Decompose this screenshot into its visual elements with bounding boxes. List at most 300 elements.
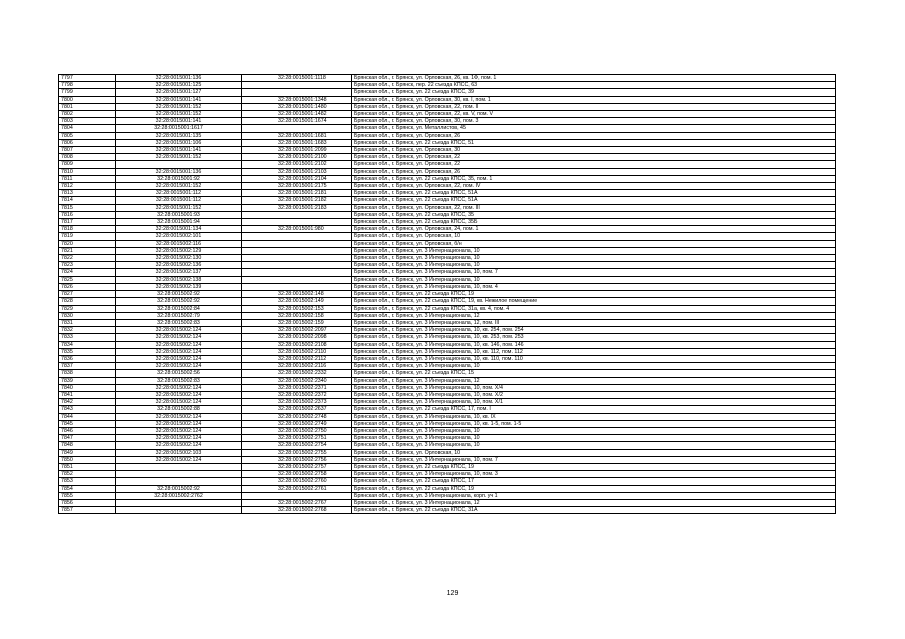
object-cadastral-number-cell: 32:28:0015001:2103 [242, 168, 352, 175]
row-number-cell: 7809 [59, 161, 116, 168]
land-cadastral-number-cell: 32:28:0015002:124 [116, 327, 242, 334]
row-number-cell: 7821 [59, 247, 116, 254]
land-cadastral-number-cell: 32:28:0015001:112 [116, 197, 242, 204]
table-row [59, 370, 836, 377]
address-cell: Брянская обл., г. Брянск, ул. Орловская, 30, кв. I, пом. 1 [352, 96, 836, 103]
land-cadastral-number-cell: 32:28:0015002:139 [116, 283, 242, 290]
row-number-cell: 7841 [59, 391, 116, 398]
object-cadastral-number-cell: 32:28:0015001:1681 [242, 132, 352, 139]
table-row [59, 341, 836, 348]
row-number-cell: 7797 [59, 75, 116, 82]
object-cadastral-number-cell [242, 269, 352, 276]
table-row [59, 103, 836, 110]
address-cell: Брянская обл., г. Брянск, ул. 3 Интернационала, 10, кв. 146, пом. 146 [352, 341, 836, 348]
land-cadastral-number-cell: 32:28:0015002:124 [116, 334, 242, 341]
address-cell: Брянская обл., г. Брянск, ул. 22 съезда КПСС, 19, кв. Нежилое помещение [352, 298, 836, 305]
table-row [59, 485, 836, 492]
address-cell: Брянская обл., г. Брянск, ул. 3 Интернационала, 10 [352, 427, 836, 434]
land-cadastral-number-cell: 32:28:0015001:152 [116, 154, 242, 161]
table-row [59, 111, 836, 118]
object-cadastral-number-cell: 32:28:0015002:2760 [242, 478, 352, 485]
table-row [59, 377, 836, 384]
row-number-cell: 7806 [59, 139, 116, 146]
address-cell: Брянская обл., г. Брянск, ул. Орловская, 26 [352, 168, 836, 175]
object-cadastral-number-cell: 32:28:0015002:2761 [242, 485, 352, 492]
object-cadastral-number-cell: 32:28:0015001:1482 [242, 111, 352, 118]
object-cadastral-number-cell [242, 233, 352, 240]
address-cell: Брянская обл., г. Брянск, ул. Орловская, 30, пом. 3 [352, 118, 836, 125]
table-row [59, 132, 836, 139]
land-cadastral-number-cell: 32:28:0015001:136 [116, 168, 242, 175]
table-row [59, 219, 836, 226]
address-cell: Брянская обл., г. Брянск, ул. 22 съезда КПСС, 35, пом. 1 [352, 175, 836, 182]
table-row [59, 75, 836, 82]
land-cadastral-number-cell: 32:28:0015002:124 [116, 435, 242, 442]
table-row [59, 190, 836, 197]
row-number-cell: 7822 [59, 255, 116, 262]
land-cadastral-number-cell: 32:28:0015002:79 [116, 312, 242, 319]
row-number-cell: 7849 [59, 449, 116, 456]
land-cadastral-number-cell: 32:28:0015001:93 [116, 211, 242, 218]
address-cell: Брянская обл., г. Брянск, ул. 22 съезда КПСС, 17 [352, 478, 836, 485]
table-row [59, 492, 836, 499]
object-cadastral-number-cell: 32:28:0015002:148 [242, 291, 352, 298]
land-cadastral-number-cell: 32:28:0015002:124 [116, 413, 242, 420]
land-cadastral-number-cell: 32:28:0015002:92 [116, 298, 242, 305]
table-row [59, 247, 836, 254]
row-number-cell: 7826 [59, 283, 116, 290]
object-cadastral-number-cell: 32:28:0015001:2104 [242, 175, 352, 182]
object-cadastral-number-cell [242, 89, 352, 96]
registry-table [58, 74, 836, 514]
object-cadastral-number-cell: 32:28:0015001:2181 [242, 190, 352, 197]
address-cell: Брянская обл., г. Брянск, ул. 3 Интернационала, 10, пом. Х/4 [352, 384, 836, 391]
row-number-cell: 7842 [59, 399, 116, 406]
table-row [59, 118, 836, 125]
land-cadastral-number-cell: 32:28:0015002:83 [116, 377, 242, 384]
object-cadastral-number-cell [242, 125, 352, 132]
object-cadastral-number-cell [242, 82, 352, 89]
object-cadastral-number-cell [242, 240, 352, 247]
land-cadastral-number-cell: 32:28:0015001:152 [116, 103, 242, 110]
table-row [59, 507, 836, 514]
object-cadastral-number-cell: 32:28:0015002:2340 [242, 377, 352, 384]
object-cadastral-number-cell: 32:28:0015002:2754 [242, 442, 352, 449]
address-cell: Брянская обл., г. Брянск, пер. 22 съезда КПСС, 63 [352, 82, 836, 89]
address-cell: Брянская обл., г. Брянск, ул. 3 Интернационала, корп. уч 1 [352, 492, 836, 499]
land-cadastral-number-cell: 32:28:0015001:152 [116, 204, 242, 211]
land-cadastral-number-cell: 32:28:0015002:92 [116, 485, 242, 492]
address-cell: Брянская обл., г. Брянск, ул. 3 Интернационала, 12 [352, 377, 836, 384]
row-number-cell: 7813 [59, 190, 116, 197]
land-cadastral-number-cell: 32:28:0015001:1617 [116, 125, 242, 132]
land-cadastral-number-cell: 32:28:0015002:124 [116, 348, 242, 355]
table-row [59, 226, 836, 233]
table-row [59, 406, 836, 413]
object-cadastral-number-cell: 32:28:0015002:2767 [242, 499, 352, 506]
land-cadastral-number-cell: 32:28:0015002:138 [116, 276, 242, 283]
land-cadastral-number-cell: 32:28:0015001:94 [116, 219, 242, 226]
row-number-cell: 7810 [59, 168, 116, 175]
land-cadastral-number-cell: 32:28:0015001:134 [116, 226, 242, 233]
object-cadastral-number-cell [242, 492, 352, 499]
table-row [59, 161, 836, 168]
address-cell: Брянская обл., г. Брянск, ул. 3 Интернационала, 10, кв. 253, пом. 253 [352, 334, 836, 341]
row-number-cell: 7847 [59, 435, 116, 442]
table-row [59, 456, 836, 463]
row-number-cell: 7845 [59, 420, 116, 427]
row-number-cell: 7851 [59, 463, 116, 470]
table-row [59, 147, 836, 154]
land-cadastral-number-cell: 32:28:0015002:137 [116, 269, 242, 276]
table-row [59, 154, 836, 161]
address-cell: Брянская обл., г. Брянск, ул. 22 съезда КПСС, 15 [352, 370, 836, 377]
table-row [59, 82, 836, 89]
object-cadastral-number-cell: 32:28:0015002:2757 [242, 463, 352, 470]
land-cadastral-number-cell: 32:28:0015002:124 [116, 355, 242, 362]
address-cell: Брянская обл., г. Брянск, ул. 3 Интернационала, 10 [352, 255, 836, 262]
address-cell: Брянская обл., г. Брянск, ул. 22 съезда КПСС, 17, пом. I [352, 406, 836, 413]
row-number-cell: 7840 [59, 384, 116, 391]
row-number-cell: 7838 [59, 370, 116, 377]
address-cell: Брянская обл., г. Брянск, ул. 3 Интернационала, 10 [352, 363, 836, 370]
object-cadastral-number-cell: 32:28:0015002:2749 [242, 420, 352, 427]
row-number-cell: 7803 [59, 118, 116, 125]
address-cell: Брянская обл., г. Брянск, ул. 22 съезда КПСС, 31А [352, 507, 836, 514]
land-cadastral-number-cell [116, 463, 242, 470]
table-row [59, 262, 836, 269]
table-row [59, 233, 836, 240]
address-cell: Брянская обл., г. Брянск, ул. Орловская, 22, пом. IV [352, 183, 836, 190]
row-number-cell: 7830 [59, 312, 116, 319]
address-cell: Брянская обл., г. Брянск, ул. Орловская, 24, пом. 1 [352, 226, 836, 233]
address-cell: Брянская обл., г. Брянск, ул. 3 Интернационала, 10 [352, 442, 836, 449]
address-cell: Брянская обл., г. Брянск, ул. 3 Интернационала, 10 [352, 276, 836, 283]
row-number-cell: 7828 [59, 298, 116, 305]
address-cell: Брянская обл., г. Брянск, ул. Орловская, 22, пом. II [352, 103, 836, 110]
land-cadastral-number-cell: 32:28:0015002:83 [116, 319, 242, 326]
object-cadastral-number-cell [242, 262, 352, 269]
row-number-cell: 7804 [59, 125, 116, 132]
land-cadastral-number-cell: 32:28:0015001:106 [116, 139, 242, 146]
address-cell: Брянская обл., г. Брянск, ул. Орловская, 22, кв. V, пом. V [352, 111, 836, 118]
object-cadastral-number-cell: 32:28:0015002:2748 [242, 413, 352, 420]
row-number-cell: 7818 [59, 226, 116, 233]
table-row [59, 449, 836, 456]
land-cadastral-number-cell: 32:28:0015001:92 [116, 175, 242, 182]
table-row [59, 463, 836, 470]
row-number-cell: 7837 [59, 363, 116, 370]
object-cadastral-number-cell: 32:28:0015001:1348 [242, 96, 352, 103]
object-cadastral-number-cell [242, 283, 352, 290]
table-row [59, 197, 836, 204]
row-number-cell: 7819 [59, 233, 116, 240]
object-cadastral-number-cell: 32:28:0015002:2768 [242, 507, 352, 514]
table-row [59, 384, 836, 391]
table-row [59, 427, 836, 434]
land-cadastral-number-cell: 32:28:0015002:124 [116, 399, 242, 406]
row-number-cell: 7834 [59, 341, 116, 348]
land-cadastral-number-cell: 32:28:0015002:92 [116, 291, 242, 298]
table-row [59, 255, 836, 262]
object-cadastral-number-cell: 32:28:0015002:149 [242, 298, 352, 305]
object-cadastral-number-cell: 32:28:0015002:2332 [242, 370, 352, 377]
object-cadastral-number-cell [242, 211, 352, 218]
object-cadastral-number-cell: 32:28:0015002:2098 [242, 334, 352, 341]
object-cadastral-number-cell: 32:28:0015001:980 [242, 226, 352, 233]
land-cadastral-number-cell: 32:28:0015001:125 [116, 82, 242, 89]
land-cadastral-number-cell [116, 161, 242, 168]
object-cadastral-number-cell: 32:28:0015002:2097 [242, 327, 352, 334]
address-cell: Брянская обл., г. Брянск, ул. 22 съезда КПСС, 39 [352, 89, 836, 96]
address-cell: Брянская обл., г. Брянск, ул. 3 Интернационала, 10, пом. Х/2 [352, 391, 836, 398]
address-cell: Брянская обл., г. Брянск, ул. Орловская, 30 [352, 147, 836, 154]
table-row [59, 211, 836, 218]
address-cell: Брянская обл., г. Брянск, ул. 22 съезда КПСС, 35 [352, 211, 836, 218]
row-number-cell: 7844 [59, 413, 116, 420]
row-number-cell: 7855 [59, 492, 116, 499]
land-cadastral-number-cell: 32:28:0015001:141 [116, 147, 242, 154]
table-row [59, 391, 836, 398]
land-cadastral-number-cell: 32:28:0015002:124 [116, 456, 242, 463]
table-row [59, 305, 836, 312]
object-cadastral-number-cell: 32:28:0015001:1118 [242, 75, 352, 82]
land-cadastral-number-cell [116, 507, 242, 514]
address-cell: Брянская обл., г. Брянск, ул. Орловская, 22 [352, 154, 836, 161]
land-cadastral-number-cell: 32:28:0015002:124 [116, 341, 242, 348]
address-cell: Брянская обл., г. Брянск, ул. 22 съезда КПСС, 51А [352, 190, 836, 197]
page-number: 129 [446, 590, 459, 597]
object-cadastral-number-cell [242, 247, 352, 254]
address-cell: Брянская обл., г. Брянск, ул. 3 Интернационала, 12 [352, 499, 836, 506]
land-cadastral-number-cell: 32:28:0015001:141 [116, 118, 242, 125]
registry-table-body [59, 75, 836, 514]
row-number-cell: 7856 [59, 499, 116, 506]
land-cadastral-number-cell: 32:28:0015002:101 [116, 233, 242, 240]
table-row [59, 89, 836, 96]
object-cadastral-number-cell: 32:28:0015001:2102 [242, 161, 352, 168]
row-number-cell: 7823 [59, 262, 116, 269]
row-number-cell: 7835 [59, 348, 116, 355]
address-cell: Брянская обл., г. Брянск, ул. 3 Интернационала, 12, пом. III [352, 319, 836, 326]
table-row [59, 420, 836, 427]
address-cell: Брянская обл., г. Брянск, ул. 3 Интернационала, 10, пом. 4 [352, 283, 836, 290]
address-cell: Брянская обл., г. Брянск, ул. 3 Интернационала, 10 [352, 435, 836, 442]
table-row [59, 175, 836, 182]
object-cadastral-number-cell: 32:28:0015002:2751 [242, 435, 352, 442]
address-cell: Брянская обл., г. Брянск, ул. 3 Интернационала, 10, пом. 7 [352, 269, 836, 276]
address-cell: Брянская обл., г. Брянск, ул. 3 Интернационала, 10, кв. 110, пом. 110 [352, 355, 836, 362]
row-number-cell: 7832 [59, 327, 116, 334]
table-row [59, 499, 836, 506]
object-cadastral-number-cell: 32:28:0015001:1480 [242, 103, 352, 110]
row-number-cell: 7799 [59, 89, 116, 96]
row-number-cell: 7846 [59, 427, 116, 434]
land-cadastral-number-cell: 32:28:0015002:124 [116, 442, 242, 449]
land-cadastral-number-cell: 32:28:0015001:127 [116, 89, 242, 96]
address-cell: Брянская обл., г. Брянск, ул. 3 Интернационала, 10, пом. Х/1 [352, 399, 836, 406]
object-cadastral-number-cell: 32:28:0015002:2108 [242, 341, 352, 348]
row-number-cell: 7839 [59, 377, 116, 384]
row-number-cell: 7848 [59, 442, 116, 449]
table-row [59, 355, 836, 362]
land-cadastral-number-cell: 32:28:0015001:152 [116, 183, 242, 190]
object-cadastral-number-cell: 32:28:0015002:2755 [242, 449, 352, 456]
table-row [59, 183, 836, 190]
land-cadastral-number-cell: 32:28:0015002:124 [116, 427, 242, 434]
row-number-cell: 7825 [59, 276, 116, 283]
object-cadastral-number-cell: 32:28:0015002:159 [242, 319, 352, 326]
object-cadastral-number-cell: 32:28:0015002:2373 [242, 399, 352, 406]
table-row [59, 298, 836, 305]
table-row [59, 327, 836, 334]
table-row [59, 442, 836, 449]
land-cadastral-number-cell: 32:28:0015002:136 [116, 262, 242, 269]
row-number-cell: 7802 [59, 111, 116, 118]
row-number-cell: 7812 [59, 183, 116, 190]
table-row [59, 399, 836, 406]
address-cell: Брянская обл., г. Брянск, ул. 22 съезда КПСС, 51А [352, 197, 836, 204]
address-cell: Брянская обл., г. Брянск, ул. Орловская, 10 [352, 449, 836, 456]
row-number-cell: 7831 [59, 319, 116, 326]
address-cell: Брянская обл., г. Брянск, ул. 3 Интернационала, 10, кв. IX [352, 413, 836, 420]
land-cadastral-number-cell: 32:28:0015002:2762 [116, 492, 242, 499]
object-cadastral-number-cell: 32:28:0015002:153 [242, 305, 352, 312]
object-cadastral-number-cell: 32:28:0015001:2100 [242, 154, 352, 161]
row-number-cell: 7815 [59, 204, 116, 211]
table-row [59, 240, 836, 247]
address-cell: Брянская обл., г. Брянск, ул. 22 съезда КПСС, 19 [352, 485, 836, 492]
table-row [59, 168, 836, 175]
row-number-cell: 7852 [59, 471, 116, 478]
table-row [59, 435, 836, 442]
land-cadastral-number-cell: 32:28:0015002:130 [116, 255, 242, 262]
row-number-cell: 7820 [59, 240, 116, 247]
row-number-cell: 7843 [59, 406, 116, 413]
row-number-cell: 7833 [59, 334, 116, 341]
object-cadastral-number-cell [242, 255, 352, 262]
object-cadastral-number-cell: 32:28:0015002:158 [242, 312, 352, 319]
table-row [59, 139, 836, 146]
land-cadastral-number-cell: 32:28:0015001:136 [116, 75, 242, 82]
object-cadastral-number-cell: 32:28:0015001:2183 [242, 204, 352, 211]
row-number-cell: 7824 [59, 269, 116, 276]
row-number-cell: 7854 [59, 485, 116, 492]
row-number-cell: 7800 [59, 96, 116, 103]
object-cadastral-number-cell: 32:28:0015001:1683 [242, 139, 352, 146]
table-row [59, 291, 836, 298]
land-cadastral-number-cell: 32:28:0015002:116 [116, 240, 242, 247]
address-cell: Брянская обл., г. Брянск, ул. Орловская, 26, кв. 1Ф, пом. 1 [352, 75, 836, 82]
table-row [59, 96, 836, 103]
table-row [59, 276, 836, 283]
object-cadastral-number-cell: 32:28:0015001:2182 [242, 197, 352, 204]
land-cadastral-number-cell [116, 478, 242, 485]
address-cell: Брянская обл., г. Брянск, ул. 22 съезда КПСС, 31а, кв. 4, пом. 4 [352, 305, 836, 312]
row-number-cell: 7811 [59, 175, 116, 182]
land-cadastral-number-cell: 32:28:0015002:124 [116, 384, 242, 391]
row-number-cell: 7801 [59, 103, 116, 110]
object-cadastral-number-cell: 32:28:0015002:2110 [242, 348, 352, 355]
object-cadastral-number-cell [242, 219, 352, 226]
land-cadastral-number-cell: 32:28:0015001:141 [116, 96, 242, 103]
address-cell: Брянская обл., г. Брянск, ул. 3 Интернационала, 12 [352, 312, 836, 319]
table-row [59, 413, 836, 420]
land-cadastral-number-cell: 32:28:0015002:124 [116, 420, 242, 427]
table-row [59, 478, 836, 485]
land-cadastral-number-cell: 32:28:0015002:84 [116, 305, 242, 312]
object-cadastral-number-cell: 32:28:0015001:1674 [242, 118, 352, 125]
address-cell: Брянская обл., г. Брянск, ул. 3 Интернационала, 10 [352, 247, 836, 254]
table-row [59, 363, 836, 370]
land-cadastral-number-cell: 32:28:0015001:135 [116, 132, 242, 139]
address-cell: Брянская обл., г. Брянск, ул. Орловская, 10 [352, 233, 836, 240]
address-cell: Брянская обл., г. Брянск, ул. 3 Интернационала, 10, пом. 3 [352, 471, 836, 478]
object-cadastral-number-cell: 32:28:0015001:2175 [242, 183, 352, 190]
land-cadastral-number-cell: 32:28:0015001:112 [116, 190, 242, 197]
address-cell: Брянская обл., г. Брянск, ул. 22 съезда КПСС, 19 [352, 463, 836, 470]
address-cell: Брянская обл., г. Брянск, ул. 3 Интернационала, 10, кв. 112, пом. 112 [352, 348, 836, 355]
table-row [59, 348, 836, 355]
address-cell: Брянская обл., г. Брянск, ул. 3 Интернационала, 10 [352, 262, 836, 269]
table-row [59, 204, 836, 211]
row-number-cell: 7798 [59, 82, 116, 89]
address-cell: Брянская обл., г. Брянск, ул. 22 съезда КПСС, 51 [352, 139, 836, 146]
object-cadastral-number-cell: 32:28:0015002:2750 [242, 427, 352, 434]
row-number-cell: 7850 [59, 456, 116, 463]
object-cadastral-number-cell: 32:28:0015002:2637 [242, 406, 352, 413]
table-row [59, 471, 836, 478]
table-row [59, 319, 836, 326]
address-cell: Брянская обл., г. Брянск, ул. 22 съезда КПСС, 19 [352, 291, 836, 298]
object-cadastral-number-cell [242, 276, 352, 283]
address-cell: Брянская обл., г. Брянск, ул. 3 Интернационала, 10, кв. 254, пом. 254 [352, 327, 836, 334]
address-cell: Брянская обл., г. Брянск, ул. 22 съезда КПСС, 35Б [352, 219, 836, 226]
address-cell: Брянская обл., г. Брянск, ул. 3 Интернационала, 10, кв. 1-5, пом. 1-5 [352, 420, 836, 427]
row-number-cell: 7836 [59, 355, 116, 362]
land-cadastral-number-cell: 32:28:0015002:124 [116, 363, 242, 370]
table-row [59, 125, 836, 132]
table-row [59, 283, 836, 290]
address-cell: Брянская обл., г. Брянск, ул. Орловская, б/н [352, 240, 836, 247]
row-number-cell: 7853 [59, 478, 116, 485]
object-cadastral-number-cell: 32:28:0015002:2112 [242, 355, 352, 362]
table-row [59, 312, 836, 319]
row-number-cell: 7808 [59, 154, 116, 161]
row-number-cell: 7805 [59, 132, 116, 139]
address-cell: Брянская обл., г. Брянск, ул. Орловская, 22, пом. III [352, 204, 836, 211]
object-cadastral-number-cell: 32:28:0015002:2371 [242, 384, 352, 391]
object-cadastral-number-cell: 32:28:0015001:2099 [242, 147, 352, 154]
land-cadastral-number-cell: 32:28:0015002:103 [116, 449, 242, 456]
address-cell: Брянская обл., г. Брянск, ул. 3 Интернационала, 10, пом. 7 [352, 456, 836, 463]
table-row [59, 269, 836, 276]
row-number-cell: 7817 [59, 219, 116, 226]
table-row [59, 334, 836, 341]
object-cadastral-number-cell: 32:28:0015002:2758 [242, 471, 352, 478]
land-cadastral-number-cell [116, 499, 242, 506]
row-number-cell: 7829 [59, 305, 116, 312]
land-cadastral-number-cell: 32:28:0015002:56 [116, 370, 242, 377]
row-number-cell: 7857 [59, 507, 116, 514]
object-cadastral-number-cell: 32:28:0015002:2372 [242, 391, 352, 398]
address-cell: Брянская обл., г. Брянск, ул. Орловская, 22 [352, 161, 836, 168]
land-cadastral-number-cell: 32:28:0015001:152 [116, 111, 242, 118]
row-number-cell: 7814 [59, 197, 116, 204]
row-number-cell: 7827 [59, 291, 116, 298]
land-cadastral-number-cell: 32:28:0015002:129 [116, 247, 242, 254]
row-number-cell: 7816 [59, 211, 116, 218]
